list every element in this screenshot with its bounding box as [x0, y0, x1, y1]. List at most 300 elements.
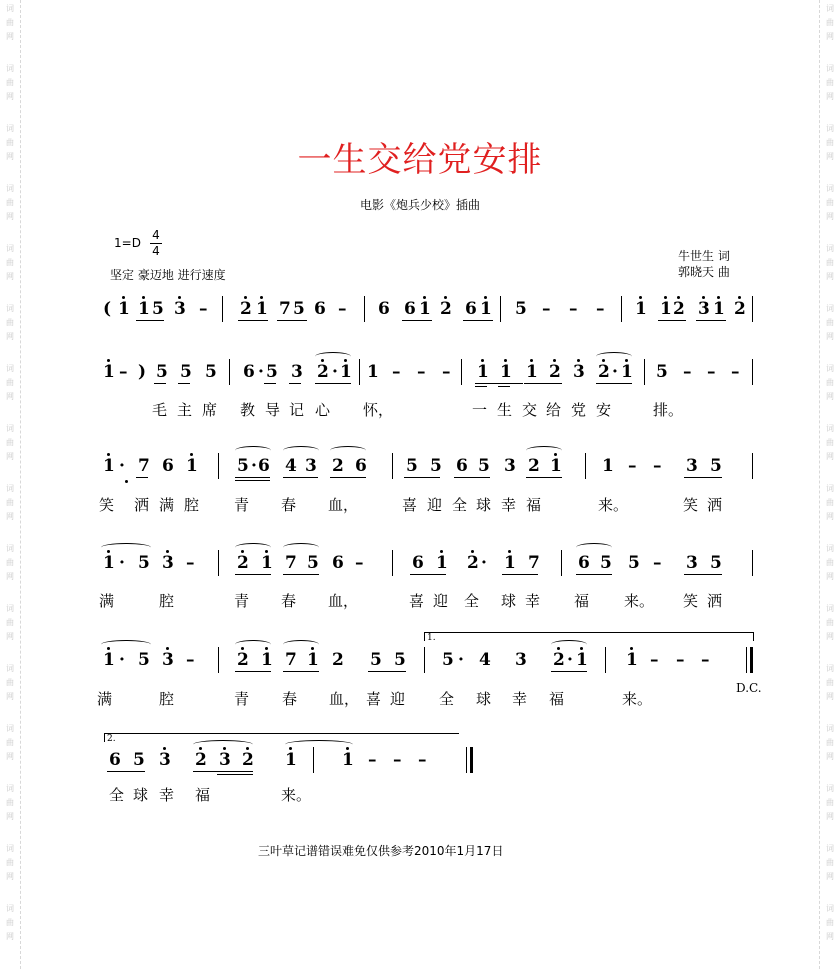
paren-mark: (	[103, 299, 112, 319]
lyric-char: 来。	[598, 496, 629, 514]
lyric-char: 来。	[624, 592, 655, 610]
dash-mark: –	[676, 650, 685, 670]
bar-line	[752, 550, 753, 576]
lyric-char: 来。	[281, 786, 312, 804]
high-octave-dot	[664, 296, 667, 299]
note: 5	[138, 650, 150, 670]
note: 1	[526, 362, 538, 382]
note: 3	[698, 299, 710, 319]
high-octave-dot	[423, 296, 426, 299]
watermark-glyph: 词	[6, 364, 14, 373]
dot-mark: ·	[612, 362, 618, 382]
lyricist-credit: 牛世生 词	[678, 249, 730, 263]
beam-underline	[524, 383, 562, 384]
beam-underline	[402, 320, 432, 321]
watermark-glyph: 网	[826, 152, 834, 161]
watermark-glyph: 网	[826, 812, 834, 821]
high-octave-dot	[481, 359, 484, 362]
note: 5	[138, 553, 150, 573]
note: 3	[291, 362, 303, 382]
watermark-glyph: 网	[826, 32, 834, 41]
lyric-char: 安	[596, 401, 612, 419]
note: 1	[626, 650, 638, 670]
lyric-char: 福	[195, 786, 211, 804]
lyric-char: 导	[265, 401, 281, 419]
note: 1	[103, 456, 115, 476]
tie-arc	[235, 543, 271, 552]
low-octave-dot	[125, 480, 128, 483]
watermark-glyph: 词	[6, 784, 14, 793]
dash-mark: –	[355, 553, 364, 573]
lyric-char: 血，	[328, 496, 359, 514]
dash-mark: –	[418, 750, 427, 770]
lyric-char: 党	[571, 401, 587, 419]
high-octave-dot	[471, 550, 474, 553]
dash-mark: –	[653, 456, 662, 476]
beam-underline	[264, 383, 276, 384]
tie-arc	[576, 543, 612, 552]
note: 1	[419, 299, 431, 319]
beam-underline	[404, 477, 440, 478]
dash-mark: –	[701, 650, 710, 670]
note: 1	[138, 299, 150, 319]
lyric-char: 福	[574, 592, 590, 610]
key-signature: 1=D	[114, 236, 141, 250]
bar-line	[392, 550, 393, 576]
lyric-char: 青	[234, 496, 250, 514]
watermark-glyph: 词	[6, 484, 14, 493]
watermark-glyph: 曲	[6, 738, 14, 747]
high-octave-dot	[163, 747, 166, 750]
bar-line	[461, 359, 462, 385]
watermark-glyph: 曲	[826, 78, 834, 87]
watermark-glyph: 曲	[6, 78, 14, 87]
watermark-glyph: 词	[826, 124, 834, 133]
watermark-glyph: 网	[826, 452, 834, 461]
high-octave-dot	[717, 296, 720, 299]
lyric-char: 满	[99, 592, 115, 610]
note: 2	[237, 553, 249, 573]
watermark-glyph: 曲	[826, 678, 834, 687]
lyric-char: 血，	[328, 592, 359, 610]
high-octave-dot	[166, 647, 169, 650]
time-signature	[150, 228, 162, 259]
watermark-glyph: 曲	[6, 918, 14, 927]
dot-mark: ·	[567, 650, 573, 670]
footer-note: 三叶草记谱错误难免仅供参考2010年1月17日	[258, 844, 504, 858]
note: 2	[317, 362, 329, 382]
lyric-char: 幸	[159, 786, 175, 804]
note: 1	[118, 299, 130, 319]
lyric-char: 一	[472, 401, 488, 419]
note: 6	[378, 299, 390, 319]
watermark-glyph: 曲	[826, 258, 834, 267]
tie-arc	[235, 640, 271, 649]
note: 2	[237, 650, 249, 670]
tie-arc	[235, 446, 271, 455]
high-octave-dot	[166, 550, 169, 553]
high-octave-dot	[107, 359, 110, 362]
watermark-glyph: 网	[6, 452, 14, 461]
note: 1	[477, 362, 489, 382]
note: 7	[138, 456, 150, 476]
dash-mark: –	[542, 299, 551, 319]
high-octave-dot	[107, 453, 110, 456]
high-octave-dot	[444, 296, 447, 299]
dash-mark: –	[650, 650, 659, 670]
lyric-char: 席	[202, 401, 218, 419]
dash-mark: –	[683, 362, 692, 382]
lyric-char: 福	[549, 690, 565, 708]
beam-underline	[107, 771, 145, 772]
lyric-char: 交	[522, 401, 538, 419]
bar-line	[359, 359, 360, 385]
note: 6	[258, 456, 270, 476]
watermark-glyph: 曲	[826, 438, 834, 447]
tie-arc	[283, 640, 319, 649]
high-octave-dot	[738, 296, 741, 299]
beam-underline	[502, 574, 538, 575]
note: 1	[713, 299, 725, 319]
beam-underline	[178, 383, 190, 384]
watermark-glyph: 词	[6, 724, 14, 733]
paren-mark: )	[138, 362, 147, 382]
watermark-glyph: 曲	[6, 18, 14, 27]
dash-mark: –	[199, 299, 208, 319]
lyric-char: 教	[240, 401, 256, 419]
note: 1	[103, 650, 115, 670]
note: 2	[242, 750, 254, 770]
watermark-glyph: 网	[826, 512, 834, 521]
note: 3	[686, 553, 698, 573]
watermark-glyph: 网	[826, 872, 834, 881]
note: 1	[500, 362, 512, 382]
dash-mark: –	[119, 362, 128, 382]
watermark-glyph: 词	[826, 4, 834, 13]
tie-arc	[551, 640, 587, 649]
note: 5	[515, 299, 527, 319]
dash-mark: –	[368, 750, 377, 770]
note: 1	[602, 456, 614, 476]
beam-underline	[684, 574, 722, 575]
high-octave-dot	[677, 296, 680, 299]
watermark-glyph: 词	[826, 784, 834, 793]
beam-underline	[235, 480, 270, 481]
note: 3	[573, 362, 585, 382]
composer-credit: 郭晓天 曲	[678, 265, 730, 279]
watermark-glyph: 网	[6, 572, 14, 581]
beam-underline	[696, 320, 726, 321]
watermark-glyph: 词	[826, 604, 834, 613]
lyric-char: 笑	[683, 496, 699, 514]
beam-underline	[410, 574, 446, 575]
bar-line	[585, 453, 586, 479]
tie-arc	[596, 352, 632, 361]
watermark-glyph: 词	[826, 244, 834, 253]
watermark-glyph: 曲	[6, 378, 14, 387]
watermark-glyph: 网	[826, 332, 834, 341]
lyric-char: 腔	[184, 496, 200, 514]
song-title: 一生交给党安排	[297, 140, 543, 180]
note: 6	[404, 299, 416, 319]
watermark-glyph: 网	[6, 932, 14, 941]
note: 5	[307, 553, 319, 573]
lyric-char: 心	[315, 401, 331, 419]
beam-underline	[684, 477, 722, 478]
watermark-glyph: 曲	[6, 318, 14, 327]
note: 7	[285, 650, 297, 670]
lyric-char: 笑	[683, 592, 699, 610]
high-octave-dot	[440, 550, 443, 553]
watermark-glyph: 网	[826, 272, 834, 281]
dot-mark: ·	[119, 456, 125, 476]
watermark-glyph: 词	[6, 64, 14, 73]
tie-arc	[526, 446, 562, 455]
lyric-char: 福	[526, 496, 542, 514]
watermark-glyph: 网	[6, 812, 14, 821]
watermark-glyph: 网	[6, 212, 14, 221]
song-subtitle: 电影《炮兵少校》插曲	[359, 198, 480, 212]
lyric-char: 洒	[707, 496, 723, 514]
note: 5	[293, 299, 305, 319]
watermark-glyph: 网	[6, 632, 14, 641]
lyric-char: 迎	[427, 496, 443, 514]
beam-underline	[136, 320, 164, 321]
note: 3	[162, 553, 174, 573]
watermark-glyph: 词	[826, 364, 834, 373]
lyric-char: 幸	[501, 496, 517, 514]
lyric-char: 血，	[329, 690, 360, 708]
lyric-char: 幸	[525, 592, 541, 610]
watermark-glyph: 词	[826, 424, 834, 433]
note: 5	[430, 456, 442, 476]
watermark-glyph: 曲	[6, 618, 14, 627]
watermark-glyph: 网	[6, 152, 14, 161]
beam-underline	[136, 477, 148, 478]
note: 2	[549, 362, 561, 382]
beam-underline	[283, 671, 319, 672]
lyric-char: 春	[281, 592, 297, 610]
dash-mark: –	[417, 362, 426, 382]
watermark-glyph: 网	[6, 872, 14, 881]
watermark-glyph: 曲	[826, 378, 834, 387]
watermark-glyph: 曲	[6, 498, 14, 507]
volta-label-2: 2.	[107, 734, 116, 744]
lyric-char: 满	[159, 496, 175, 514]
dot-mark: ·	[258, 362, 264, 382]
beam-underline	[238, 320, 268, 321]
bar-line	[752, 359, 753, 385]
tie-arc	[330, 446, 366, 455]
note: 1	[261, 553, 273, 573]
beam-underline	[154, 383, 166, 384]
beam-underline	[235, 671, 271, 672]
note: 5	[628, 553, 640, 573]
watermark-glyph: 曲	[6, 558, 14, 567]
lyric-char: 春	[281, 496, 297, 514]
bar-line	[392, 453, 393, 479]
note: 6	[332, 553, 344, 573]
note: 2	[240, 299, 252, 319]
note: 2	[553, 650, 565, 670]
lyric-char: 喜	[366, 690, 382, 708]
lyric-char: 全	[464, 592, 480, 610]
dash-mark: –	[186, 553, 195, 573]
dot-mark: ·	[119, 650, 125, 670]
watermark-glyph: 网	[6, 332, 14, 341]
tie-arc	[101, 543, 151, 552]
bar-line	[605, 647, 606, 673]
beam-underline	[551, 671, 587, 672]
dash-mark: –	[653, 553, 662, 573]
lyric-char: 笑	[99, 496, 115, 514]
watermark-glyph: 网	[6, 272, 14, 281]
note: 5	[710, 553, 722, 573]
high-octave-dot	[577, 359, 580, 362]
high-octave-dot	[630, 647, 633, 650]
dash-mark: –	[186, 650, 195, 670]
beam-underline	[330, 477, 366, 478]
bar-line	[752, 296, 753, 322]
lyric-char: 怀，	[363, 401, 394, 419]
watermark-glyph: 网	[826, 692, 834, 701]
watermark-glyph: 网	[826, 392, 834, 401]
watermark-glyph: 词	[6, 244, 14, 253]
note: 3	[515, 650, 527, 670]
beam-underline	[463, 320, 493, 321]
note: 1	[635, 299, 647, 319]
dash-mark: –	[392, 362, 401, 382]
dash-mark: –	[596, 299, 605, 319]
watermark-glyph: 曲	[826, 18, 834, 27]
note: 5	[394, 650, 406, 670]
beam-underline	[475, 383, 523, 384]
watermark-glyph: 曲	[826, 858, 834, 867]
note: 2	[332, 650, 344, 670]
watermark-glyph: 词	[6, 604, 14, 613]
dash-mark: –	[707, 362, 716, 382]
note: 3	[686, 456, 698, 476]
lyric-char: 球	[133, 786, 149, 804]
watermark-glyph: 词	[6, 844, 14, 853]
note: 7	[285, 553, 297, 573]
beam-underline	[289, 383, 301, 384]
dash-mark: –	[338, 299, 347, 319]
lyric-char: 青	[234, 592, 250, 610]
lyric-char: 球	[501, 592, 517, 610]
high-octave-dot	[530, 359, 533, 362]
watermark-glyph: 词	[826, 484, 834, 493]
dot-mark: ·	[251, 456, 257, 476]
dot-mark: ·	[119, 553, 125, 573]
note: 6	[578, 553, 590, 573]
dash-mark: –	[442, 362, 451, 382]
note: 3	[219, 750, 231, 770]
note: 3	[305, 456, 317, 476]
watermark-glyph: 词	[826, 544, 834, 553]
dot-mark: ·	[332, 362, 338, 382]
high-octave-dot	[142, 296, 145, 299]
watermark-glyph: 曲	[6, 858, 14, 867]
note: 1	[340, 362, 352, 382]
note: 7	[279, 299, 291, 319]
watermark-glyph: 网	[6, 692, 14, 701]
lyric-char: 球	[476, 690, 492, 708]
high-octave-dot	[244, 296, 247, 299]
note: 1	[504, 553, 516, 573]
lyric-char: 洒	[134, 496, 150, 514]
watermark-glyph: 词	[826, 724, 834, 733]
lyric-char: 生	[497, 401, 513, 419]
watermark-glyph: 曲	[6, 798, 14, 807]
watermark-glyph: 网	[6, 752, 14, 761]
note: 6	[456, 456, 468, 476]
bar-line	[500, 296, 501, 322]
watermark-glyph: 曲	[826, 138, 834, 147]
bar-line	[313, 747, 314, 773]
lyric-char: 幸	[512, 690, 528, 708]
beam-underline	[283, 477, 318, 478]
watermark-glyph: 网	[6, 512, 14, 521]
dash-mark: –	[628, 456, 637, 476]
note: 1	[261, 650, 273, 670]
watermark-glyph: 词	[826, 304, 834, 313]
watermark-glyph: 曲	[826, 498, 834, 507]
note: 6	[162, 456, 174, 476]
note: 1	[621, 362, 633, 382]
watermark-glyph: 曲	[826, 738, 834, 747]
high-octave-dot	[190, 453, 193, 456]
lyric-char: 洒	[707, 592, 723, 610]
watermark-glyph: 词	[826, 904, 834, 913]
volta-bracket-2	[104, 733, 459, 742]
note: 4	[479, 650, 491, 670]
note: 5	[406, 456, 418, 476]
beam-underline	[315, 383, 351, 384]
note: 1	[103, 362, 115, 382]
note: 1	[576, 650, 588, 670]
note: 5	[133, 750, 145, 770]
tie-arc	[101, 640, 151, 649]
watermark-glyph: 曲	[826, 558, 834, 567]
bar-line	[621, 296, 622, 322]
lyric-char: 喜	[402, 496, 418, 514]
watermark-glyph: 曲	[6, 678, 14, 687]
watermark-glyph: 词	[6, 124, 14, 133]
watermark-glyph: 曲	[826, 318, 834, 327]
watermark-glyph: 词	[6, 4, 14, 13]
note: 1	[285, 750, 297, 770]
lyric-char: 主	[177, 401, 193, 419]
lyric-char: 球	[476, 496, 492, 514]
time-signature-top: 4	[150, 228, 162, 244]
bar-line	[222, 296, 223, 322]
note: 2	[332, 456, 344, 476]
note: 6	[355, 456, 367, 476]
note: 3	[159, 750, 171, 770]
watermark-glyph: 曲	[6, 198, 14, 207]
note: 2	[734, 299, 746, 319]
note: 5	[205, 362, 217, 382]
watermark-glyph: 词	[6, 304, 14, 313]
bar-line	[229, 359, 230, 385]
high-octave-dot	[508, 550, 511, 553]
dash-mark: –	[569, 299, 578, 319]
high-octave-dot	[260, 296, 263, 299]
note: 4	[285, 456, 297, 476]
beam-underline	[283, 574, 319, 575]
lyric-char: 排。	[653, 401, 684, 419]
